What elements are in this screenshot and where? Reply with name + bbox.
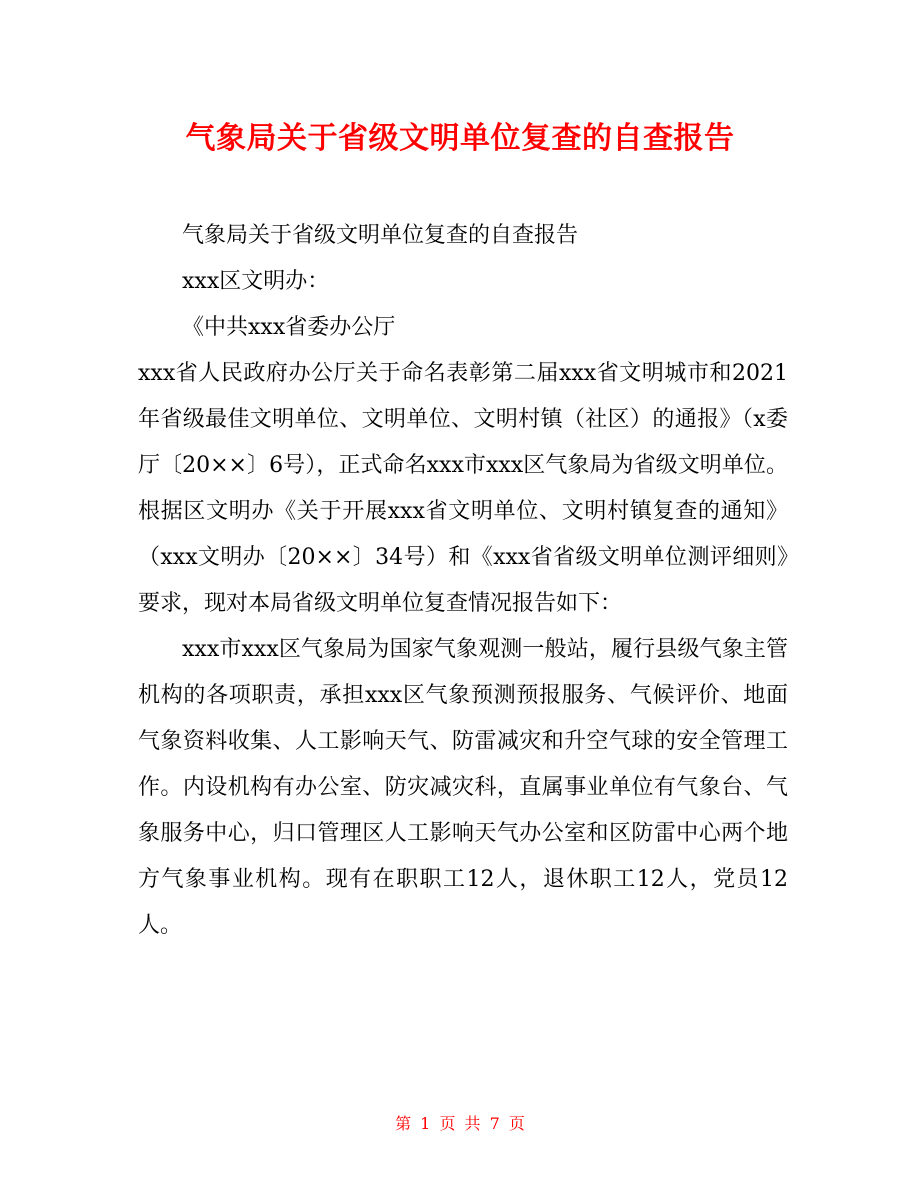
page-footer: 第 1 页 共 7 页 xyxy=(395,1114,525,1133)
document-title: 气象局关于省级文明单位复查的自查报告 xyxy=(185,121,735,156)
paragraph-bureau-overview: xxx市xxx区气象局为国家气象观测一般站，履行县级气象主管机构的各项职责，承担xxx区气象预测预报服务、气候评价、地面气象资料收集、人工影响天气、防雷减灾和升空气球的安全管理工作。内设机构有办公室、防灾减灾科，直属事业单位有气象台、气象服务中心，归口管理区人工影响天气办公室和区防雷中心两个地方气象事业机构。现有在职职工12人，退休职工12人，党员12人。 xyxy=(138,637,788,938)
paragraph-reference-start: 《中共xxx省委办公厅 xyxy=(182,315,396,340)
paragraph-reference-body: xxx省人民政府办公厅关于命名表彰第二届xxx省文明城市和2021年省级最佳文明单位、文明单位、文明村镇（社区）的通报》（x委厅〔20××〕6号），正式命名xxx市xxx区气象局为省级文明单位。根据区文明办《关于开展xxx省文明单位、文明村镇复查的通知》（xxx文明办〔20××〕34号）和《xxx省省级文明单位测评细则》要求，现对本局省级文明单位复查情况报告如下： xyxy=(138,361,788,616)
paragraph-addressee: xxx区文明办： xyxy=(182,269,330,294)
paragraph-subtitle: 气象局关于省级文明单位复查的自查报告 xyxy=(182,223,579,248)
document-body xyxy=(138,213,788,949)
